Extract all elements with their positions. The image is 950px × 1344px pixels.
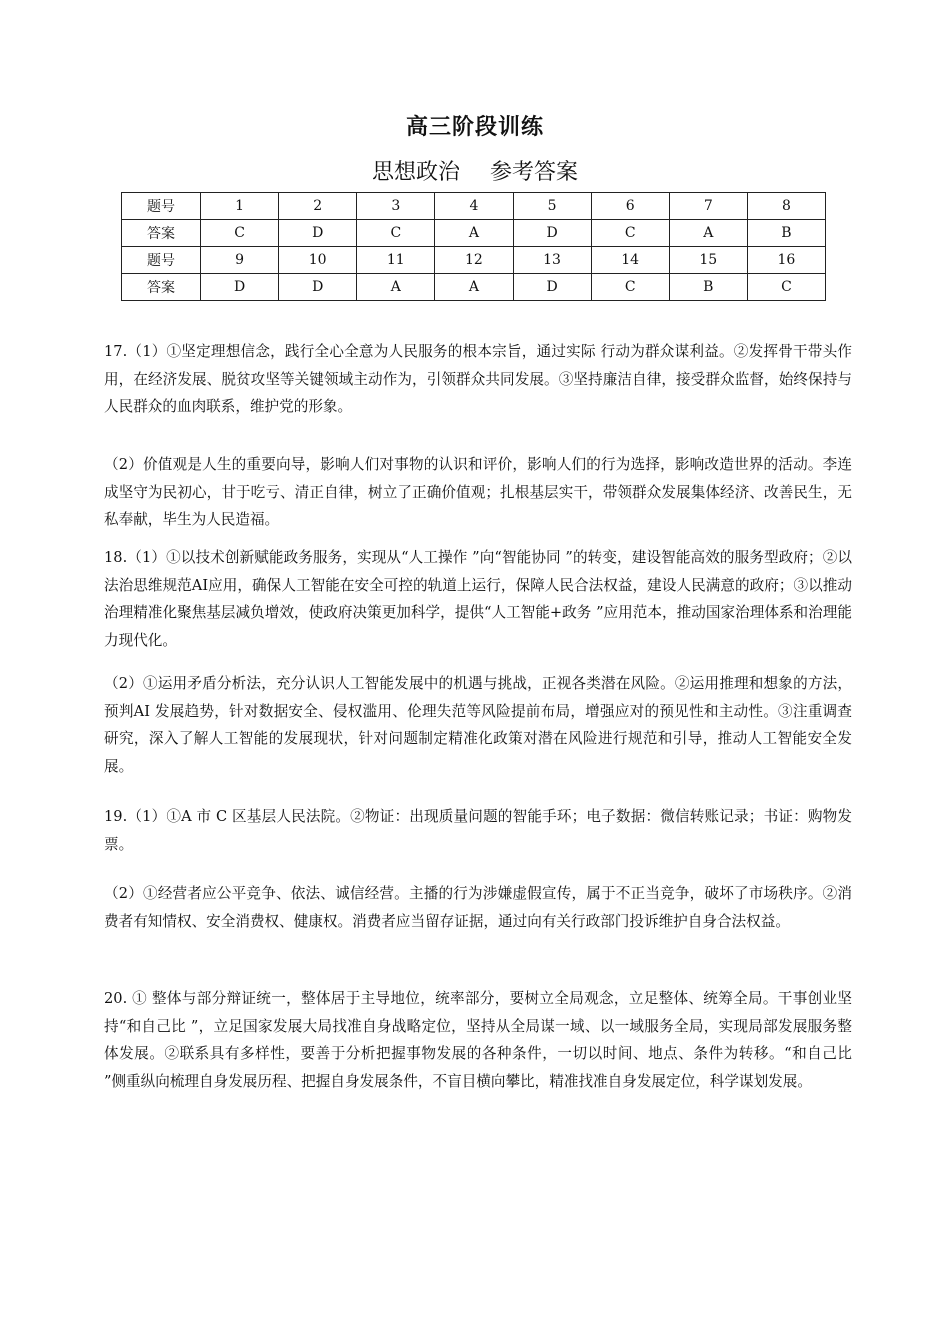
answer-text: （2）①运用矛盾分析法，充分认识人工智能发展中的机遇与挑战，正视各类潜在风险。②运用推理和想象的方法，预判AI 发展趋势，针对数据安全、侵权滥用、伦理失范等风险提前布局，增强应对的预见性和主动性。③注重调查研究，深入了解人工智能的发展现状，针对问题制定精准化政策对潜在风险进行规范和引导，推动人工智能安全发展。 (104, 675, 852, 775)
page-title: 高三阶段训练 (405, 115, 544, 140)
answer-cell: C (201, 220, 279, 247)
answer-text: 17.（1）①坚定理想信念，践行全心全意为人民服务的根本宗旨，通过实际 行动为群众谋利益。②发挥骨干带头作用，在经济发展、脱贫攻坚等关键领域主动作为，引领群众共同发展。③坚持廉洁自律，接受群众监督，始终保持与人民群众的血肉联系，维护党的形象。 (104, 343, 852, 415)
answer-cell: D (513, 274, 591, 301)
answer-cell: C (357, 220, 435, 247)
answer-row (122, 274, 826, 301)
answer-label: 答案 (122, 274, 201, 301)
question-number-cell: 14 (591, 247, 669, 274)
question-17-part-1 (104, 338, 852, 421)
question-20 (104, 985, 852, 1095)
question-number-cell: 9 (201, 247, 279, 274)
question-number-cell: 15 (669, 247, 747, 274)
question-number-cell: 5 (513, 193, 591, 220)
question-number-cell: 4 (435, 193, 513, 220)
page-subtitle (0, 155, 950, 186)
question-number-cell: 1 (201, 193, 279, 220)
question-number-row (122, 247, 826, 274)
question-number-cell: 11 (357, 247, 435, 274)
question-number-cell: 12 (435, 247, 513, 274)
answer-cell: C (591, 274, 669, 301)
answer-cell: A (435, 274, 513, 301)
answer-cell: B (747, 220, 825, 247)
answer-cell: D (513, 220, 591, 247)
answer-text: 19.（1）①A 市 C 区基层人民法院。②物证：出现质量问题的智能手环；电子数据：微信转账记录；书证：购物发票。 (104, 808, 852, 853)
answer-row (122, 220, 826, 247)
question-17-part-2 (104, 451, 852, 534)
answer-label: 答案 (122, 220, 201, 247)
question-number-row (122, 193, 826, 220)
answer-text: （2）①经营者应公平竞争、依法、诚信经营。主播的行为涉嫌虚假宣传，属于不正当竞争，破坏了市场秩序。②消费者有知情权、安全消费权、健康权。消费者应当留存证据，通过向有关行政部门投诉维护自身合法权益。 (104, 885, 852, 930)
answer-cell: D (279, 220, 357, 247)
question-number-cell: 6 (591, 193, 669, 220)
subject-name: 思想政治 (371, 160, 460, 185)
answer-cell: A (669, 220, 747, 247)
question-19-part-1 (104, 803, 852, 858)
question-19-part-2 (104, 880, 852, 935)
question-number-cell: 3 (357, 193, 435, 220)
answer-cell: D (279, 274, 357, 301)
answer-cell: B (669, 274, 747, 301)
question-18-part-2 (104, 670, 852, 780)
answer-text: 20. ① 整体与部分辩证统一，整体居于主导地位，统率部分，要树立全局观念，立足整体、统筹全局。干事创业坚持“和自己比 ”，立足国家发展大局找准自身战略定位，坚持从全局谋一域、以一域服务全局，实现局部发展服务整体发展。②联系具有多样性，要善于分析把握事物发展的各种条件，一切以时间、地点、条件为转移。“和自己比 ”侧重纵向梳理自身发展历程、把握自身发展条件，不盲目横向攀比，精准找准自身发展定位，科学谋划发展。 (104, 990, 852, 1090)
question-number-label: 题号 (122, 247, 201, 274)
question-number-cell: 2 (279, 193, 357, 220)
answer-table (121, 192, 826, 301)
question-number-label: 题号 (122, 193, 201, 220)
answer-cell: A (357, 274, 435, 301)
question-number-cell: 13 (513, 247, 591, 274)
answer-cell: C (747, 274, 825, 301)
answer-cell: A (435, 220, 513, 247)
question-number-cell: 10 (279, 247, 357, 274)
question-number-cell: 8 (747, 193, 825, 220)
question-number-cell: 7 (669, 193, 747, 220)
answer-key-label: 参考答案 (490, 160, 579, 185)
answer-cell: D (201, 274, 279, 301)
answer-text: 18.（1）①以技术创新赋能政务服务，实现从“人工操作 ”向“智能协同 ”的转变，建设智能高效的服务型政府；②以法治思维规范AI应用，确保人工智能在安全可控的轨道上运行，保障人民合法权益，建设人民满意的政府；③以推动治理精准化聚焦基层减负增效，使政府决策更加科学，提供“人工智能+政务 ”应用范本，推动国家治理体系和治理能力现代化。 (104, 549, 852, 649)
question-18-part-1 (104, 544, 852, 654)
answer-cell: C (591, 220, 669, 247)
answer-text: （2）价值观是人生的重要向导，影响人们对事物的认识和评价，影响人们的行为选择，影响改造世界的活动。李连成坚守为民初心，甘于吃亏、清正自律，树立了正确价值观；扎根基层实干，带领群众发展集体经济、改善民生，无私奉献，毕生为人民造福。 (104, 456, 852, 528)
question-number-cell: 16 (747, 247, 825, 274)
